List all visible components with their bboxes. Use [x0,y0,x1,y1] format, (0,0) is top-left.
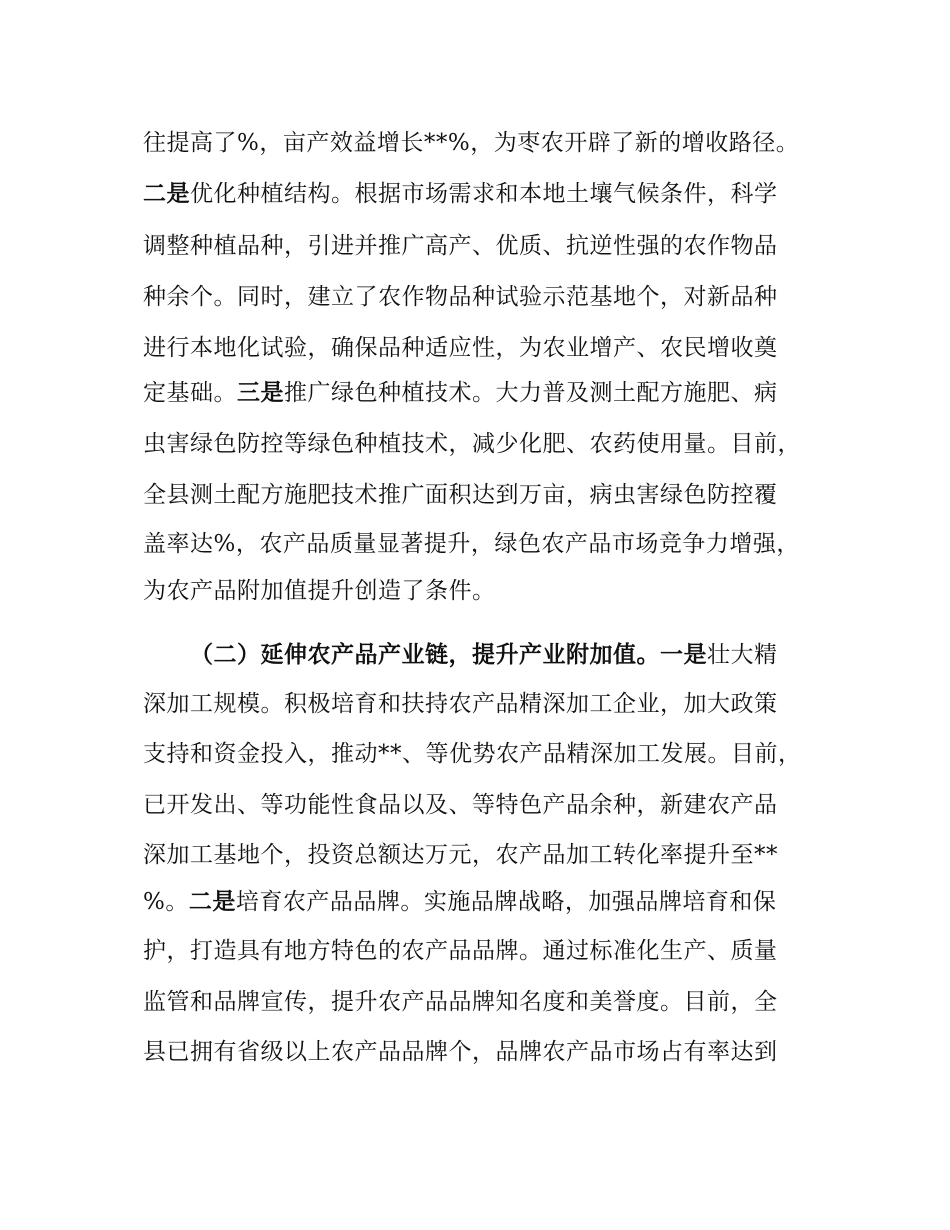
paragraph-1-line-4 [143,279,778,315]
text: 优化种植结构。根据市场需求和本地土壤气候条件，科学 [190,181,778,207]
paragraph-2-line-1 [190,637,778,673]
paragraph-1-line-2 [143,176,778,212]
bold-marker: 一是 [660,642,707,668]
text: 往提高了%，亩产效益增长**%，为枣农开辟了新的增收路径。 [143,130,800,156]
paragraph-1-line-9 [143,526,800,562]
text: 壮大精 [707,642,778,668]
text: 进行本地化试验，确保品种适应性，为农业增产、农民增收奠 [143,335,778,361]
bold-marker: 二是 [143,181,190,207]
text: 盖率达%，农产品质量显著提升，绿色农产品市场竞争力增强， [143,531,800,557]
text: 调整种植品种，引进并推广高产、优质、抗逆性强的农作物品 [143,233,778,259]
text: 监管和品牌宣传，提升农产品品牌知名度和美誉度。目前，全 [143,989,778,1015]
paragraph-2-line-4 [143,787,778,823]
paragraph-2-line-7 [143,933,778,969]
paragraph-1-line-3 [143,228,778,264]
text: 深加工规模。积极培育和扶持农产品精深加工企业，加大政策 [143,691,778,717]
paragraph-2-line-5 [143,837,778,873]
bold-marker: 三是 [237,380,284,406]
paragraph-1-line-7 [143,426,801,462]
text: 全县测土配方施肥技术推广面积达到万亩，病虫害绿色防控覆 [143,482,778,508]
text: %。 [143,889,189,915]
paragraph-2-line-9 [143,1034,778,1070]
text: 种余个。同时，建立了农作物品种试验示范基地个，对新品种 [143,284,778,310]
text: 护，打造具有地方特色的农产品品牌。通过标准化生产、质量 [143,938,778,964]
paragraph-1-line-1 [143,125,799,161]
bold-marker: 二是 [188,889,236,915]
text: 定基础。 [143,380,237,406]
paragraph-1-line-6 [143,375,778,411]
paragraph-2-line-3 [143,736,802,772]
text: 已开发出、等功能性食品以及、等特色产品余种，新建农产品 [143,792,778,818]
paragraph-2-line-2 [143,686,778,722]
text: 深加工基地个，投资总额达万元，农产品加工转化率提升至** [143,842,778,868]
paragraph-2-line-8 [143,984,778,1020]
paragraph-1-line-5 [143,330,778,366]
paragraph-2-line-6 [143,884,776,920]
section-heading: （二）延伸农产品产业链，提升产业附加值。 [190,642,660,668]
text: 县已拥有省级以上农产品品牌个，品牌农产品市场占有率达到 [143,1039,778,1065]
text: 培育农产品品牌。实施品牌战略，加强品牌培育和保 [235,889,777,915]
text: 支持和资金投入，推动**、等优势农产品精深加工发展。目前， [143,741,802,767]
text: 推广绿色种植技术。大力普及测土配方施肥、病 [284,380,778,406]
text: 为农产品附加值提升创造了条件。 [143,578,496,604]
paragraph-1-line-10 [143,573,496,609]
paragraph-1-line-8 [143,477,778,513]
text: 虫害绿色防控等绿色种植技术，减少化肥、农药使用量。目前， [143,431,801,457]
